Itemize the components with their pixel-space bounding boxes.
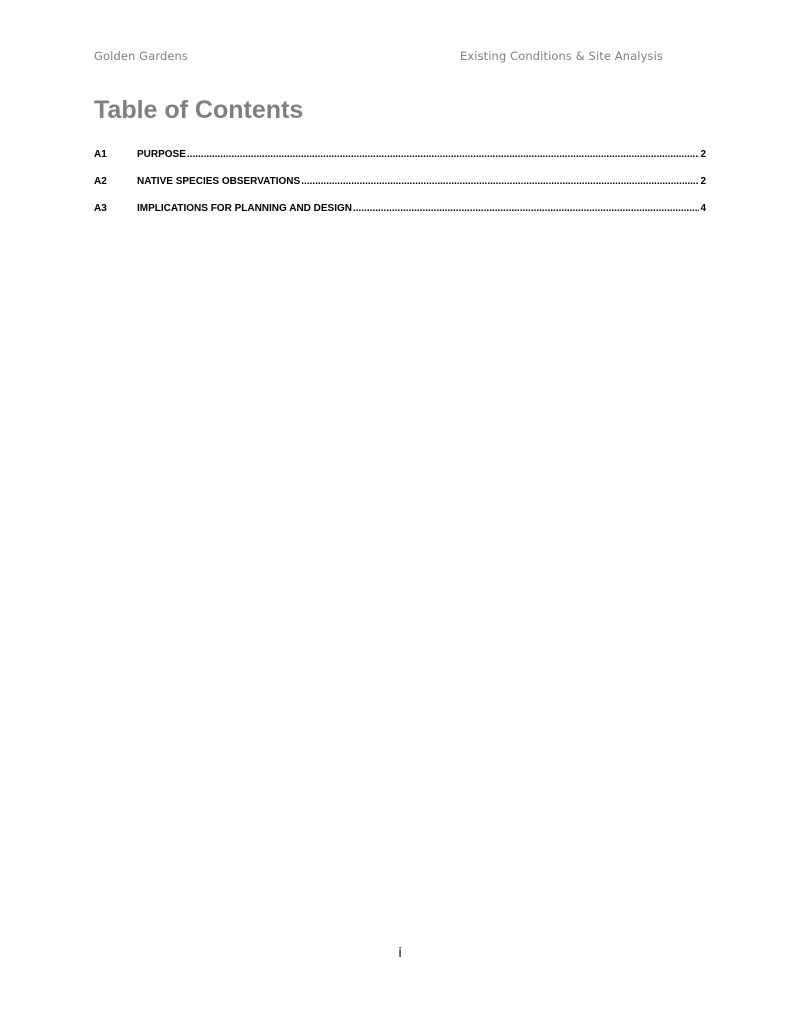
toc-list: [94, 149, 706, 230]
toc-entry-page: 4: [700, 203, 706, 214]
running-header-left: Golden Gardens: [94, 49, 189, 63]
toc-entry-a3[interactable]: [94, 203, 706, 230]
toc-dot-leader: [301, 176, 699, 187]
toc-dot-leader: [187, 149, 700, 160]
toc-dot-leader: [353, 203, 699, 214]
toc-entry-page: 2: [700, 176, 706, 187]
running-header-right: Existing Conditions & Site Analysis: [460, 49, 663, 63]
toc-entry-a2[interactable]: [94, 176, 706, 203]
toc-entry-number: A2: [94, 176, 107, 187]
toc-entry-text: NATIVE SPECIES OBSERVATIONS: [137, 176, 301, 187]
toc-entry-number: A1: [94, 149, 107, 160]
toc-title: Table of Contents: [94, 96, 304, 124]
toc-entry-text: PURPOSE: [137, 149, 186, 160]
toc-entry-a1[interactable]: [94, 149, 706, 176]
toc-entry-page: 2: [700, 149, 706, 160]
toc-entry-text: IMPLICATIONS FOR PLANNING AND DESIGN: [137, 203, 352, 214]
toc-entry-number: A3: [94, 203, 107, 214]
page-number: i: [398, 946, 402, 961]
